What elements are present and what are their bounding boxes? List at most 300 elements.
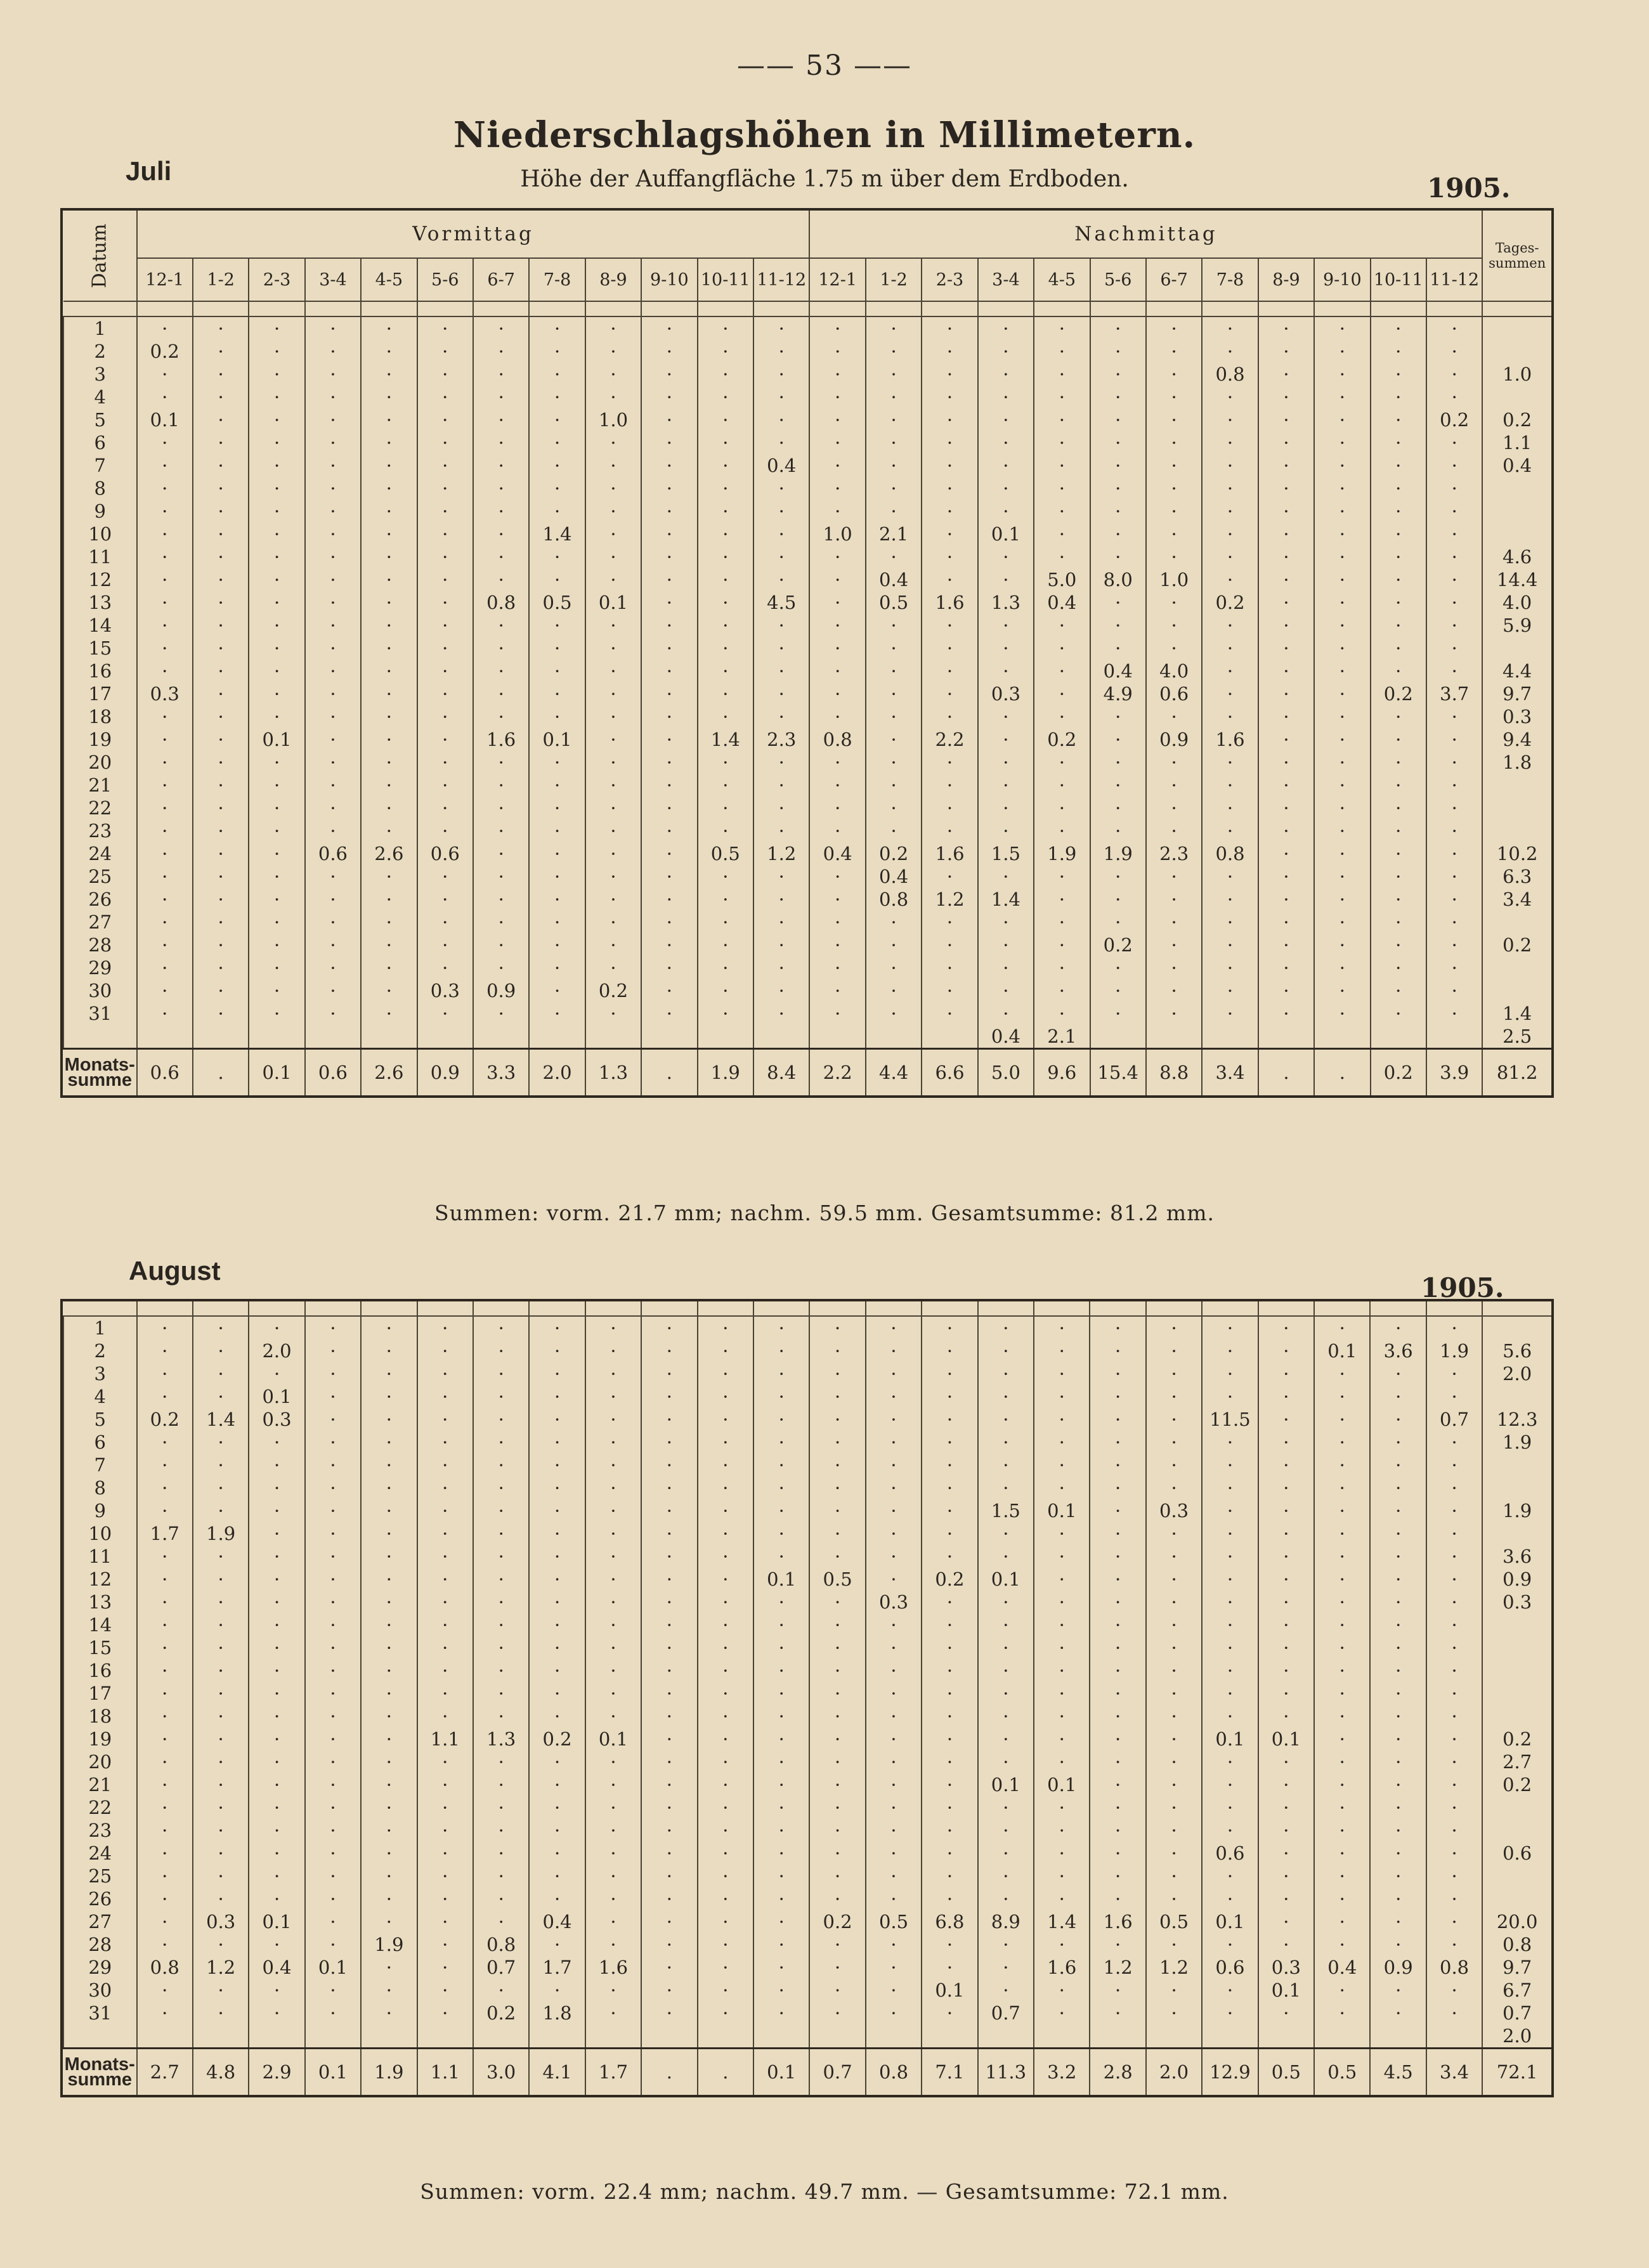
empty-cell: [698, 2024, 753, 2049]
empty-cell: ·: [1370, 1476, 1426, 1499]
daily-total: 1.9: [1482, 1431, 1551, 1454]
precip-value: 1.8: [529, 2002, 585, 2024]
empty-cell: ·: [361, 316, 417, 340]
empty-cell: ·: [753, 1682, 809, 1705]
empty-cell: ·: [305, 728, 361, 751]
hourly-sum: 8.4: [753, 1049, 809, 1096]
empty-cell: ·: [866, 934, 922, 956]
empty-cell: ·: [641, 614, 697, 637]
empty-cell: ·: [922, 363, 977, 386]
empty-cell: ·: [1090, 1408, 1145, 1431]
table-row: [63, 1613, 1551, 1636]
empty-cell: [1482, 316, 1551, 340]
empty-cell: ·: [529, 865, 585, 888]
empty-cell: ·: [417, 568, 473, 591]
precip-value: 2.2: [922, 728, 977, 751]
empty-cell: ·: [249, 797, 304, 819]
empty-cell: ·: [866, 1431, 922, 1454]
empty-cell: ·: [249, 408, 304, 431]
empty-cell: ·: [641, 797, 697, 819]
empty-cell: ·: [529, 1002, 585, 1025]
empty-cell: ·: [1370, 1522, 1426, 1545]
empty-cell: ·: [1314, 1522, 1370, 1545]
empty-cell: ·: [866, 1819, 922, 1842]
precip-value: 0.4: [1090, 660, 1146, 682]
empty-cell: ·: [1146, 774, 1202, 797]
empty-cell: ·: [922, 637, 977, 660]
empty-cell: ·: [978, 614, 1034, 637]
empty-cell: ·: [922, 1865, 977, 1887]
precip-value: 1.4: [698, 728, 753, 751]
empty-cell: [1482, 1887, 1551, 1910]
empty-cell: ·: [1202, 1865, 1258, 1887]
empty-cell: ·: [473, 1431, 529, 1454]
empty-cell: ·: [473, 545, 529, 568]
empty-cell: ·: [922, 1385, 977, 1408]
empty-cell: ·: [1258, 934, 1314, 956]
empty-cell: ·: [641, 1522, 697, 1545]
page-number: —— 53 ——: [737, 49, 912, 82]
empty-cell: ·: [1258, 1568, 1314, 1591]
day-number: 16: [63, 660, 137, 682]
empty-cell: ·: [1426, 477, 1482, 500]
precip-value: 1.9: [361, 1933, 417, 1956]
hourly-sum: 0.6: [305, 1049, 361, 1096]
empty-cell: ·: [193, 1842, 249, 1865]
day-number: 21: [63, 774, 137, 797]
daily-total: 0.3: [1482, 1591, 1551, 1613]
empty-cell: ·: [753, 774, 809, 797]
table-row: [63, 1682, 1551, 1705]
empty-cell: ·: [417, 865, 473, 888]
empty-cell: ·: [417, 1499, 473, 1522]
empty-cell: ·: [641, 568, 697, 591]
empty-cell: ·: [641, 637, 697, 660]
table-row: [63, 2024, 1551, 2049]
day-number: 17: [63, 1682, 137, 1705]
empty-cell: ·: [1034, 682, 1090, 705]
empty-cell: ·: [529, 1339, 585, 1362]
empty-cell: ·: [305, 1910, 361, 1933]
empty-cell: ·: [193, 1636, 249, 1659]
empty-cell: ·: [809, 545, 865, 568]
empty-cell: ·: [1371, 797, 1426, 819]
empty-cell: ·: [585, 819, 641, 842]
empty-cell: ·: [1371, 408, 1426, 431]
empty-cell: ·: [529, 1522, 585, 1545]
hourly-sum: 3.2: [1034, 2049, 1090, 2095]
precip-value: 1.2: [753, 842, 809, 865]
empty-cell: ·: [1202, 1796, 1258, 1819]
empty-cell: ·: [1202, 705, 1258, 728]
empty-cell: [1482, 1454, 1551, 1476]
hourly-sum: 8.8: [1146, 1049, 1202, 1096]
empty-cell: ·: [698, 1865, 753, 1887]
empty-cell: ·: [249, 682, 304, 705]
empty-cell: ·: [866, 637, 922, 660]
empty-cell: ·: [809, 1545, 865, 1568]
empty-cell: ·: [1090, 956, 1146, 979]
empty-cell: [1146, 2024, 1202, 2049]
empty-cell: ·: [1202, 340, 1258, 363]
empty-cell: ·: [809, 956, 865, 979]
daily-total: 4.0: [1482, 591, 1551, 614]
empty-cell: ·: [1426, 1431, 1482, 1454]
empty-cell: ·: [249, 1499, 304, 1522]
empty-cell: ·: [809, 1933, 865, 1956]
empty-cell: ·: [137, 751, 193, 774]
empty-cell: ·: [249, 1545, 304, 1568]
hourly-sum: 7.1: [922, 2049, 977, 2095]
empty-cell: ·: [585, 774, 641, 797]
table-row: [63, 934, 1551, 956]
empty-cell: ·: [641, 523, 697, 545]
empty-cell: ·: [641, 1545, 697, 1568]
hourly-sum: 12.9: [1202, 2049, 1258, 2095]
table-row: [63, 1750, 1551, 1773]
empty-cell: ·: [1314, 614, 1370, 637]
empty-cell: ·: [249, 956, 304, 979]
empty-cell: ·: [866, 316, 922, 340]
empty-cell: ·: [137, 1591, 193, 1613]
empty-cell: ·: [529, 979, 585, 1002]
empty-cell: ·: [585, 454, 641, 477]
daily-total: 2.5: [1482, 1025, 1551, 1049]
empty-cell: ·: [1202, 1545, 1258, 1568]
spacer-row: [63, 1301, 1551, 1316]
empty-cell: ·: [978, 1545, 1034, 1568]
precipitation-table-august: [60, 1299, 1554, 2097]
empty-cell: ·: [1034, 1842, 1090, 1865]
hour-header: 1-2: [193, 258, 249, 301]
empty-cell: ·: [1202, 1613, 1258, 1636]
precip-value: 0.5: [866, 1910, 922, 1933]
empty-cell: [1482, 1613, 1551, 1636]
table-row: [63, 316, 1551, 340]
empty-cell: ·: [1202, 1773, 1258, 1796]
empty-cell: ·: [1426, 934, 1482, 956]
precip-value: 1.9: [193, 1522, 249, 1545]
empty-cell: ·: [1202, 979, 1258, 1002]
empty-cell: ·: [1090, 340, 1146, 363]
empty-cell: ·: [753, 797, 809, 819]
precip-value: 0.2: [1371, 682, 1426, 705]
empty-cell: ·: [978, 911, 1034, 934]
daily-total: 1.0: [1482, 363, 1551, 386]
empty-cell: ·: [529, 1682, 585, 1705]
empty-cell: ·: [1370, 1636, 1426, 1659]
table-row: [63, 568, 1551, 591]
empty-cell: ·: [1034, 1568, 1090, 1591]
empty-cell: ·: [1370, 1705, 1426, 1728]
empty-cell: ·: [473, 1865, 529, 1887]
empty-cell: ·: [1258, 819, 1314, 842]
empty-cell: ·: [249, 1476, 304, 1499]
empty-cell: ·: [1314, 1773, 1370, 1796]
empty-cell: ·: [1426, 1705, 1482, 1728]
empty-cell: ·: [1258, 1842, 1314, 1865]
hour-header: 10-11: [1371, 258, 1426, 301]
empty-cell: ·: [1090, 1887, 1145, 1910]
precip-value: 1.2: [1146, 1956, 1202, 1979]
empty-cell: ·: [1426, 340, 1482, 363]
empty-cell: ·: [137, 591, 193, 614]
empty-cell: ·: [137, 1545, 193, 1568]
empty-cell: ·: [1146, 386, 1202, 408]
hour-header: 8-9: [1258, 258, 1314, 301]
hourly-sum: 1.7: [585, 2049, 641, 2095]
empty-cell: ·: [473, 660, 529, 682]
empty-cell: ·: [1034, 363, 1090, 386]
empty-cell: ·: [193, 1431, 249, 1454]
empty-cell: ·: [809, 1887, 865, 1910]
table-row: [63, 477, 1551, 500]
empty-cell: ·: [305, 774, 361, 797]
empty-cell: ·: [698, 660, 753, 682]
precip-value: 1.2: [922, 888, 977, 911]
empty-cell: ·: [417, 956, 473, 979]
empty-cell: ·: [1146, 1979, 1202, 2002]
table-row: [63, 1362, 1551, 1385]
empty-cell: ·: [1146, 1522, 1202, 1545]
empty-cell: ·: [753, 1499, 809, 1522]
empty-cell: ·: [1146, 408, 1202, 431]
empty-cell: ·: [1146, 1545, 1202, 1568]
empty-cell: ·: [1146, 1613, 1202, 1636]
day-number: 30: [63, 979, 137, 1002]
empty-cell: ·: [1258, 1591, 1314, 1613]
empty-cell: ·: [361, 1316, 417, 1339]
empty-cell: ·: [809, 500, 865, 523]
empty-cell: ·: [866, 1728, 922, 1750]
empty-cell: ·: [1202, 934, 1258, 956]
precip-value: 0.2: [1426, 408, 1482, 431]
empty-cell: ·: [978, 934, 1034, 956]
empty-cell: ·: [809, 934, 865, 956]
empty-cell: ·: [1034, 1887, 1090, 1910]
precip-value: 0.1: [1034, 1773, 1090, 1796]
empty-cell: ·: [1314, 591, 1370, 614]
empty-cell: ·: [1258, 728, 1314, 751]
precip-value: 0.1: [1202, 1910, 1258, 1933]
empty-cell: ·: [1370, 1454, 1426, 1476]
day-number: 10: [63, 1522, 137, 1545]
day-number: 6: [63, 1431, 137, 1454]
hourly-sum: 0.2: [1371, 1049, 1426, 1096]
empty-cell: ·: [1258, 888, 1314, 911]
daily-total: 6.3: [1482, 865, 1551, 888]
empty-cell: ·: [529, 842, 585, 865]
empty-cell: ·: [978, 819, 1034, 842]
empty-cell: ·: [1370, 1659, 1426, 1682]
empty-cell: ·: [585, 545, 641, 568]
empty-cell: [305, 1025, 361, 1049]
precip-value: 0.3: [417, 979, 473, 1002]
empty-cell: ·: [753, 1545, 809, 1568]
precip-value: 1.9: [1426, 1339, 1482, 1362]
precip-value: 1.0: [1146, 568, 1202, 591]
empty-cell: ·: [417, 774, 473, 797]
empty-cell: ·: [361, 1842, 417, 1865]
empty-cell: ·: [753, 1339, 809, 1362]
empty-cell: ·: [1314, 1568, 1370, 1591]
empty-cell: ·: [641, 865, 697, 888]
empty-cell: ·: [753, 316, 809, 340]
empty-cell: ·: [417, 1796, 473, 1819]
empty-cell: ·: [809, 1408, 865, 1431]
daily-total: 1.8: [1482, 751, 1551, 774]
empty-cell: [1482, 1659, 1551, 1682]
empty-cell: ·: [1034, 1933, 1090, 1956]
empty-cell: ·: [417, 751, 473, 774]
empty-cell: ·: [137, 1842, 193, 1865]
precip-value: 1.6: [922, 591, 977, 614]
empty-cell: ·: [1034, 865, 1090, 888]
empty-cell: ·: [922, 819, 977, 842]
precip-value: 6.8: [922, 1910, 977, 1933]
empty-cell: ·: [1426, 979, 1482, 1002]
empty-cell: ·: [137, 728, 193, 751]
empty-cell: ·: [1034, 956, 1090, 979]
empty-cell: ·: [193, 1476, 249, 1499]
empty-cell: ·: [473, 477, 529, 500]
empty-cell: ·: [1426, 1659, 1482, 1682]
empty-cell: ·: [641, 751, 697, 774]
empty-cell: ·: [1426, 1568, 1482, 1591]
empty-cell: [1426, 2024, 1482, 2049]
empty-cell: ·: [473, 1705, 529, 1728]
empty-cell: ·: [1146, 865, 1202, 888]
empty-cell: ·: [698, 1682, 753, 1705]
empty-cell: [1090, 1025, 1146, 1049]
empty-cell: ·: [809, 1339, 865, 1362]
table-row: [63, 682, 1551, 705]
empty-cell: ·: [305, 1796, 361, 1819]
empty-cell: ·: [585, 1865, 641, 1887]
precip-value: 0.4: [809, 842, 865, 865]
empty-cell: [866, 1025, 922, 1049]
empty-cell: ·: [1426, 842, 1482, 865]
empty-cell: ·: [922, 1408, 977, 1431]
empty-cell: ·: [1202, 1454, 1258, 1476]
empty-cell: ·: [193, 431, 249, 454]
empty-cell: ·: [978, 1979, 1034, 2002]
precip-value: 1.6: [1202, 728, 1258, 751]
datum-header: [63, 211, 137, 301]
empty-cell: ·: [1314, 477, 1370, 500]
empty-cell: ·: [809, 1750, 865, 1773]
empty-cell: ·: [1426, 1682, 1482, 1705]
empty-cell: ·: [361, 1591, 417, 1613]
empty-cell: ·: [1034, 2002, 1090, 2024]
empty-cell: ·: [1034, 1682, 1090, 1705]
empty-cell: ·: [1034, 1454, 1090, 1476]
empty-cell: ·: [866, 911, 922, 934]
precip-value: 1.2: [1090, 1956, 1145, 1979]
daily-total: 14.4: [1482, 568, 1551, 591]
empty-cell: ·: [305, 386, 361, 408]
precip-value: 0.2: [866, 842, 922, 865]
empty-cell: ·: [305, 1682, 361, 1705]
day-number: 22: [63, 1796, 137, 1819]
table-row: [63, 1979, 1551, 2002]
precip-value: 1.9: [1034, 842, 1090, 865]
empty-cell: [361, 1025, 417, 1049]
hourly-sum: 4.8: [193, 2049, 249, 2095]
empty-cell: ·: [1034, 1865, 1090, 1887]
empty-cell: ·: [249, 1728, 304, 1750]
empty-cell: [529, 2024, 585, 2049]
precip-value: 0.4: [978, 1025, 1034, 1049]
empty-cell: ·: [1202, 888, 1258, 911]
empty-cell: ·: [529, 660, 585, 682]
empty-cell: ·: [249, 1002, 304, 1025]
table-row: [63, 637, 1551, 660]
precip-value: 0.6: [417, 842, 473, 865]
empty-cell: ·: [137, 934, 193, 956]
empty-cell: ·: [1146, 1819, 1202, 1842]
empty-cell: ·: [417, 1682, 473, 1705]
empty-cell: ·: [1202, 819, 1258, 842]
empty-cell: ·: [585, 888, 641, 911]
empty-cell: ·: [305, 1819, 361, 1842]
empty-cell: [417, 1025, 473, 1049]
empty-cell: ·: [1090, 431, 1146, 454]
empty-cell: ·: [809, 637, 865, 660]
empty-cell: ·: [1314, 545, 1370, 568]
empty-cell: ·: [698, 431, 753, 454]
empty-cell: ·: [978, 568, 1034, 591]
empty-cell: ·: [1426, 591, 1482, 614]
empty-cell: ·: [1314, 1613, 1370, 1636]
empty-cell: ·: [698, 1002, 753, 1025]
precip-value: 0.1: [1202, 1728, 1258, 1750]
empty-cell: ·: [753, 660, 809, 682]
precip-value: 1.5: [978, 1499, 1034, 1522]
day-number: 10: [63, 523, 137, 545]
empty-cell: ·: [1371, 888, 1426, 911]
empty-cell: ·: [417, 1956, 473, 1979]
empty-cell: ·: [1258, 1773, 1314, 1796]
precip-value: 0.6: [1202, 1956, 1258, 1979]
empty-cell: ·: [698, 774, 753, 797]
empty-cell: ·: [305, 888, 361, 911]
empty-cell: ·: [361, 1002, 417, 1025]
empty-cell: ·: [417, 1613, 473, 1636]
empty-cell: ·: [753, 431, 809, 454]
empty-cell: ·: [249, 363, 304, 386]
empty-cell: ·: [1146, 363, 1202, 386]
empty-cell: ·: [1426, 1933, 1482, 1956]
empty-cell: ·: [1090, 1659, 1145, 1682]
empty-cell: ·: [305, 1499, 361, 1522]
empty-cell: ·: [641, 1636, 697, 1659]
empty-cell: ·: [361, 1796, 417, 1819]
monats-summe-label: [63, 1049, 137, 1096]
empty-cell: ·: [1202, 1339, 1258, 1362]
day-number: 27: [63, 911, 137, 934]
precip-value: 2.3: [753, 728, 809, 751]
table-row: [63, 1773, 1551, 1796]
hour-header: 4-5: [1034, 258, 1090, 301]
empty-cell: ·: [1426, 500, 1482, 523]
daily-total: 5.9: [1482, 614, 1551, 637]
empty-cell: ·: [753, 1750, 809, 1773]
spacer-row: [63, 301, 1551, 316]
empty-cell: ·: [698, 408, 753, 431]
empty-cell: ·: [1426, 523, 1482, 545]
empty-cell: ·: [1034, 888, 1090, 911]
